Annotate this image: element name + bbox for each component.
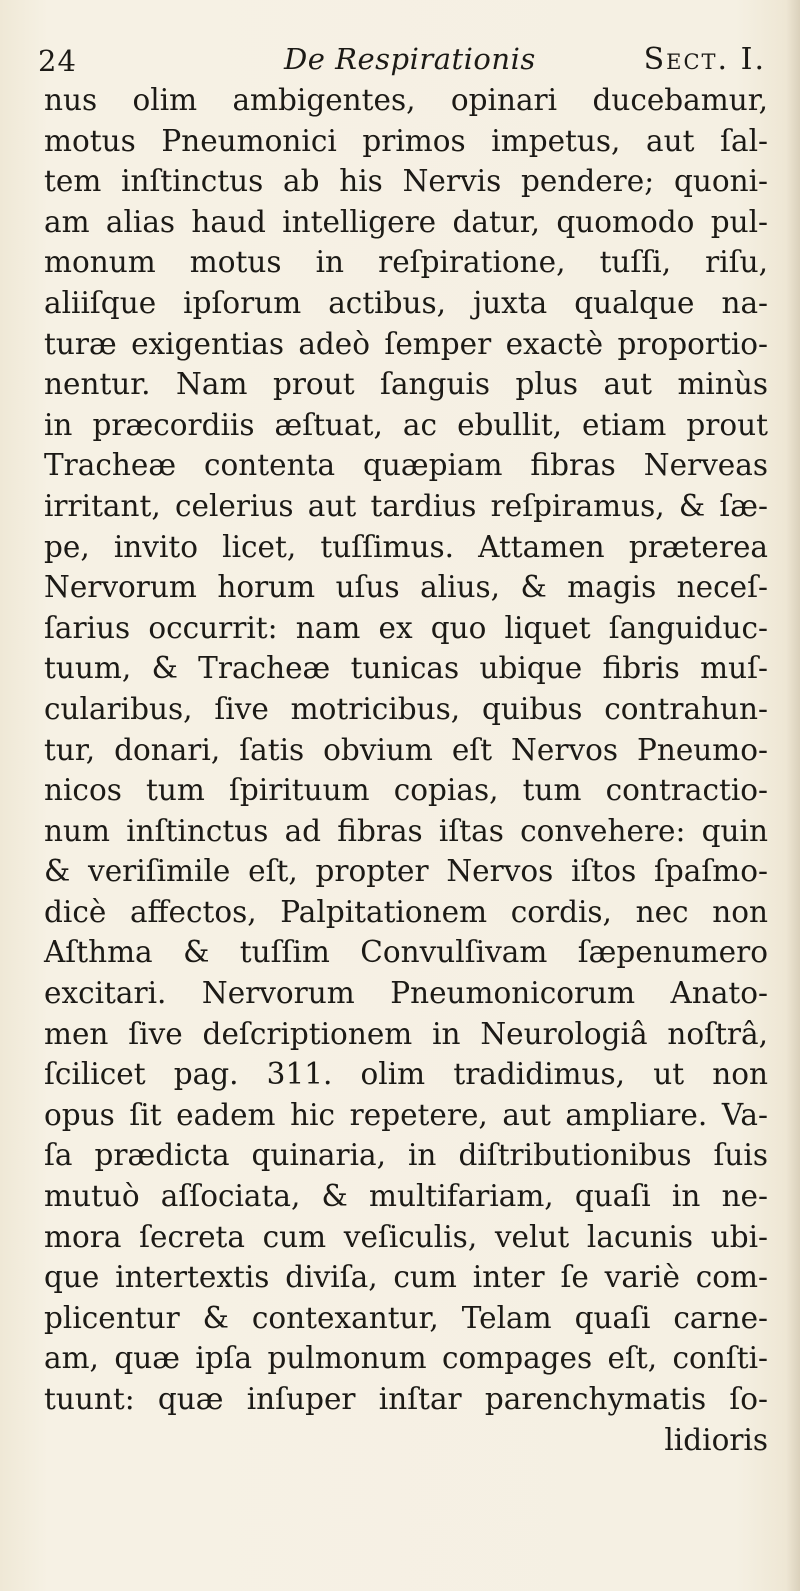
text-line: mutuò aſſociata, & multifariam, quaſi in ne- <box>44 1179 768 1214</box>
text-line: nus olim ambigentes, opinari ducebamur, <box>44 83 768 117</box>
text-line: num inſtinctus ad fibras iſtas convehere: quin <box>44 813 768 848</box>
text-line: nicos tum ſpirituum copias, tum contractio- <box>44 773 768 808</box>
text-line: ſcilicet pag. 311. olim tradidimus, ut non <box>44 1057 768 1092</box>
text-line: motus Pneumonici primos impetus, aut ſal- <box>44 123 768 158</box>
body-text <box>44 80 768 1460</box>
text-line: excitari. Nervorum Pneumonicorum Anato- <box>44 976 768 1011</box>
text-line: am, quæ ipſa pulmonum compages eſt, conſti- <box>44 1341 768 1376</box>
page-edge-shadow <box>786 0 800 1591</box>
running-title: De Respirationis <box>284 42 536 76</box>
text-line: nentur. Nam prout ſanguis plus aut minùs <box>44 367 768 402</box>
text-line: tuunt: quæ inſuper inſtar parenchymatis ſo- <box>44 1382 768 1416</box>
text-line: & veriſimile eſt, propter Nervos iſtos ſpaſmo- <box>44 854 768 889</box>
text-line: irritant, celerius aut tardius reſpiramus, & ſæ- <box>44 488 768 523</box>
text-line: Nervorum horum uſus alius, & magis neceſ- <box>44 570 768 605</box>
text-line: dicè affectos, Palpitationem cordis, nec non <box>44 894 768 929</box>
text-line: Aſthma & tuſſim Convulſivam ſæpenumero <box>44 935 768 970</box>
text-line: tur, donari, ſatis obvium eſt Nervos Pneumo- <box>44 732 768 767</box>
text-line: monum motus in reſpiratione, tuſſi, riſu, <box>44 245 768 280</box>
text-line: aliiſque ipſorum actibus, juxta qualque na- <box>44 285 768 320</box>
page-number: 24 <box>38 44 77 78</box>
running-head <box>38 36 778 86</box>
text-line: men ſive deſcriptionem in Neurologiâ noſtrâ, <box>44 1016 768 1051</box>
text-line: ſa prædicta quinaria, in diſtributionibus ſuis <box>44 1138 768 1173</box>
text-line: am alias haud intelligere datur, quomodo pul- <box>44 204 768 239</box>
text-line: in præcordiis æſtuat, ac ebullit, etiam prout <box>44 407 768 442</box>
text-line: mora ſecreta cum veſiculis, velut lacunis ubi- <box>44 1219 768 1254</box>
text-line: plicentur & contexantur, Telam quaſi carne- <box>44 1300 768 1335</box>
section-label: Sect. I. <box>643 42 766 77</box>
text-line: que intertextis diviſa, cum inter ſe variè com- <box>44 1260 768 1295</box>
text-line: opus ſit eadem hic repetere, aut ampliare. Va- <box>44 1097 768 1132</box>
text-line: tem inſtinctus ab his Nervis pendere; quoni- <box>44 164 768 199</box>
text-line: Tracheæ contenta quæpiam fibras Nerveas <box>44 448 768 483</box>
text-line: pe, invito licet, tuſſimus. Attamen præterea <box>44 529 768 564</box>
text-line: tuum, & Tracheæ tunicas ubique fibris muſ- <box>44 651 768 686</box>
text-line: ſarius occurrit: nam ex quo liquet ſanguiduc- <box>44 610 768 645</box>
text-line: turæ exigentias adeò ſemper exactè proportio- <box>44 326 768 361</box>
catchword: lidioris <box>664 1422 768 1457</box>
text-line: cularibus, ſive motricibus, quibus contrahun- <box>44 691 768 726</box>
